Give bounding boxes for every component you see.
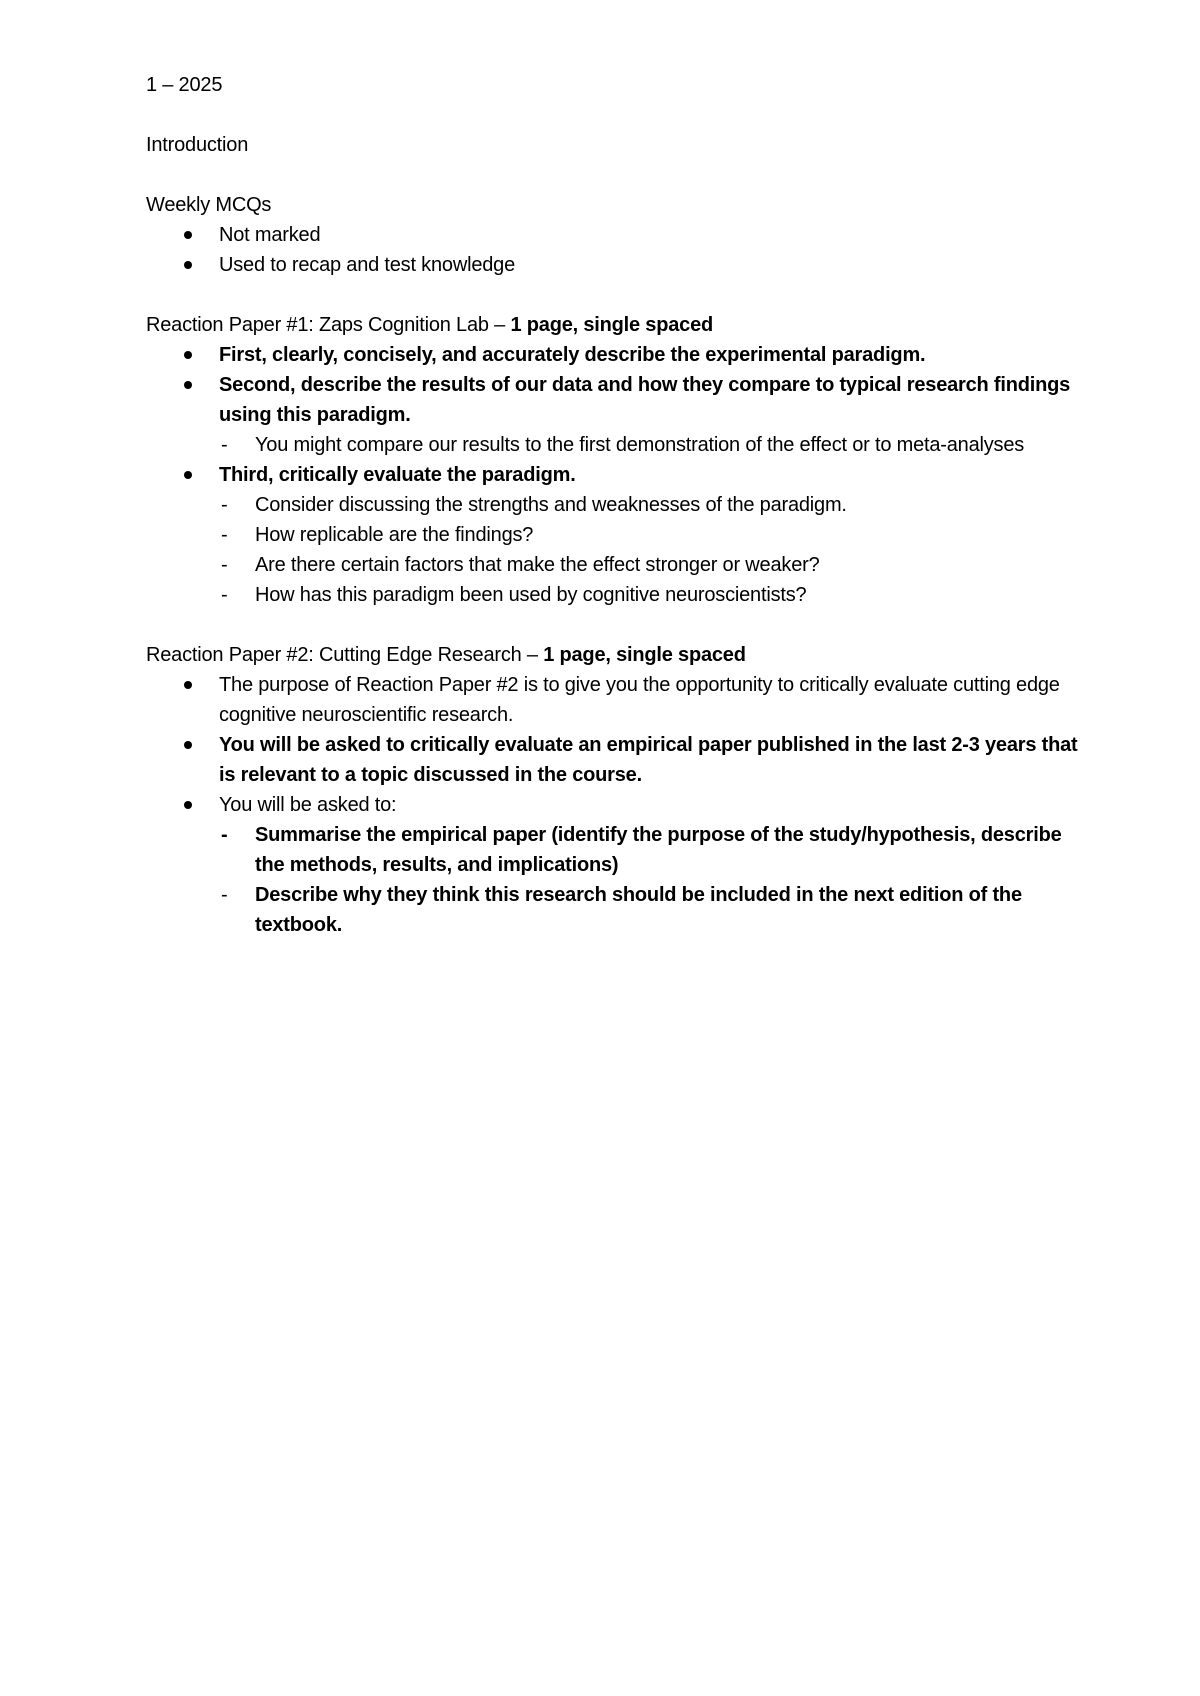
dash-icon: - <box>221 434 228 456</box>
bullet-icon <box>184 801 192 809</box>
sub-list-item <box>219 430 1086 460</box>
dash-icon: - <box>221 884 228 906</box>
sub-list <box>219 430 1086 460</box>
list-item-text: Third, critically evaluate the paradigm. <box>219 464 576 486</box>
dash-icon: - <box>221 524 228 546</box>
list-item-text: You will be asked to: <box>219 794 397 816</box>
document-body <box>146 70 1086 940</box>
date-line: 1 – 2025 <box>146 74 223 96</box>
weekly-mcqs-heading: Weekly MCQs <box>146 194 272 216</box>
sub-list-item <box>219 490 1086 520</box>
list-item-text: Used to recap and test knowledge <box>219 254 516 276</box>
spacer <box>146 100 1086 130</box>
sub-list-item-text: Summarise the empirical paper (identify the purpose of the study/hypothesis, describe the methods, results, and implications) <box>255 824 1062 876</box>
list-item <box>146 730 1086 790</box>
bullet-icon <box>184 741 192 749</box>
reaction-paper-2-heading <box>146 640 1086 670</box>
heading-prefix: Reaction Paper #2: Cutting Edge Research – <box>146 644 544 666</box>
weekly-mcqs-list <box>146 220 1086 280</box>
list-item <box>146 460 1086 610</box>
sub-list-item <box>219 520 1086 550</box>
list-item-text: First, clearly, concisely, and accurately describe the experimental paradigm. <box>219 344 926 366</box>
list-item-text: Not marked <box>219 224 321 246</box>
sub-list <box>219 490 1086 610</box>
list-item-text: Second, describe the results of our data and how they compare to typical research findings using this paradigm. <box>219 374 1071 426</box>
list-item <box>146 340 1086 370</box>
sub-list-item-text: Consider discussing the strengths and weaknesses of the paradigm. <box>255 494 847 516</box>
bullet-icon <box>184 231 192 239</box>
sub-list-item <box>219 820 1086 880</box>
bullet-icon <box>184 681 192 689</box>
list-item <box>146 790 1086 940</box>
bullet-icon <box>184 261 192 269</box>
reaction-paper-1-list <box>146 340 1086 610</box>
dash-icon: - <box>221 824 228 846</box>
sub-list <box>219 820 1086 940</box>
list-item <box>146 250 1086 280</box>
sub-list-item-text: You might compare our results to the first demonstration of the effect or to meta-analyses <box>255 434 1025 456</box>
list-item-text: You will be asked to critically evaluate an empirical paper published in the last 2-3 years that is relevant to a topic discussed in the course. <box>219 734 1078 786</box>
sub-list-item <box>219 550 1086 580</box>
reaction-paper-2-list <box>146 670 1086 940</box>
bullet-icon <box>184 471 192 479</box>
bullet-icon <box>184 351 192 359</box>
sub-list-item <box>219 880 1086 940</box>
sub-list-item <box>219 580 1086 610</box>
list-item <box>146 670 1086 730</box>
introduction-heading: Introduction <box>146 134 249 156</box>
list-item <box>146 220 1086 250</box>
heading-requirement: 1 page, single spaced <box>543 644 746 666</box>
list-item <box>146 370 1086 460</box>
heading-prefix: Reaction Paper #1: Zaps Cognition Lab – <box>146 314 511 336</box>
spacer <box>146 610 1086 640</box>
dash-icon: - <box>221 554 228 576</box>
sub-list-item-text: How replicable are the findings? <box>255 524 534 546</box>
reaction-paper-1-heading <box>146 310 1086 340</box>
spacer <box>146 160 1086 190</box>
bullet-icon <box>184 381 192 389</box>
sub-list-item-text: How has this paradigm been used by cognitive neuroscientists? <box>255 584 807 606</box>
sub-list-item-text: Describe why they think this research should be included in the next edition of the textbook. <box>255 884 1022 936</box>
list-item-text: The purpose of Reaction Paper #2 is to give you the opportunity to critically evaluate cutting edge cognitive neuroscientific research. <box>219 674 1060 726</box>
heading-requirement: 1 page, single spaced <box>510 314 714 336</box>
dash-icon: - <box>221 584 228 606</box>
sub-list-item-text: Are there certain factors that make the effect stronger or weaker? <box>255 554 820 576</box>
spacer <box>146 280 1086 310</box>
dash-icon: - <box>221 494 228 516</box>
